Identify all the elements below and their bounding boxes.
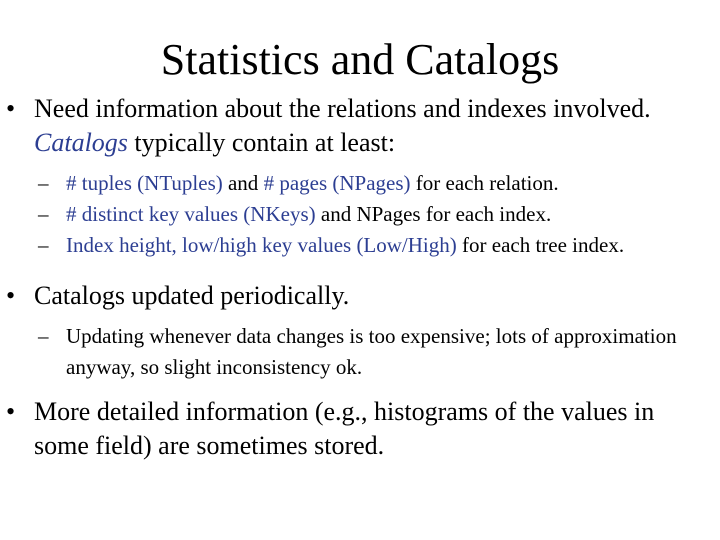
dash-marker: – [38, 324, 49, 348]
dash-marker: – [38, 202, 49, 226]
slide-title: Statistics and Catalogs [160, 35, 560, 84]
bullet-text-continued: typically contain at least: [127, 128, 396, 157]
sub-text: for each relation. [410, 171, 559, 195]
sub-bullet-tuples-pages [0, 168, 700, 199]
dash-marker: – [38, 171, 49, 195]
catalogs-term: Catalogs [34, 128, 128, 157]
sub-text: and NPages for each index. [315, 202, 552, 226]
slide-body [0, 92, 720, 463]
bullet-marker: • [6, 281, 16, 310]
ntuples-term: # tuples (NTuples) [66, 171, 223, 195]
bullet-marker: • [6, 94, 16, 123]
bullet-catalogs-updated [0, 279, 706, 313]
bullet-text: Catalogs updated periodically. [34, 281, 350, 310]
bullet-text: More detailed information (e.g., histograms of the values in some field) are sometimes stored. [34, 397, 655, 460]
npages-term: # pages (NPages) [263, 171, 411, 195]
index-height-term: Index height, low/high key values (Low/High) [66, 233, 457, 257]
bullet-histograms [0, 395, 706, 463]
sub-bullet-updating [0, 321, 700, 383]
sub-text: for each tree index. [456, 233, 625, 257]
sub-bullet-index-height [0, 230, 700, 261]
bullet-text: Need information about the relations and indexes involved. [34, 94, 651, 123]
sub-text: and [222, 171, 264, 195]
sub-bullet-nkeys [0, 199, 700, 230]
dash-marker: – [38, 233, 49, 257]
bullet-marker: • [6, 397, 16, 426]
bullet-catalog-info [0, 92, 706, 160]
sub-text: Updating whenever data changes is too expensive; lots of approximation anyway, so slight inconsistency ok. [66, 324, 677, 379]
nkeys-term: # distinct key values (NKeys) [66, 202, 316, 226]
